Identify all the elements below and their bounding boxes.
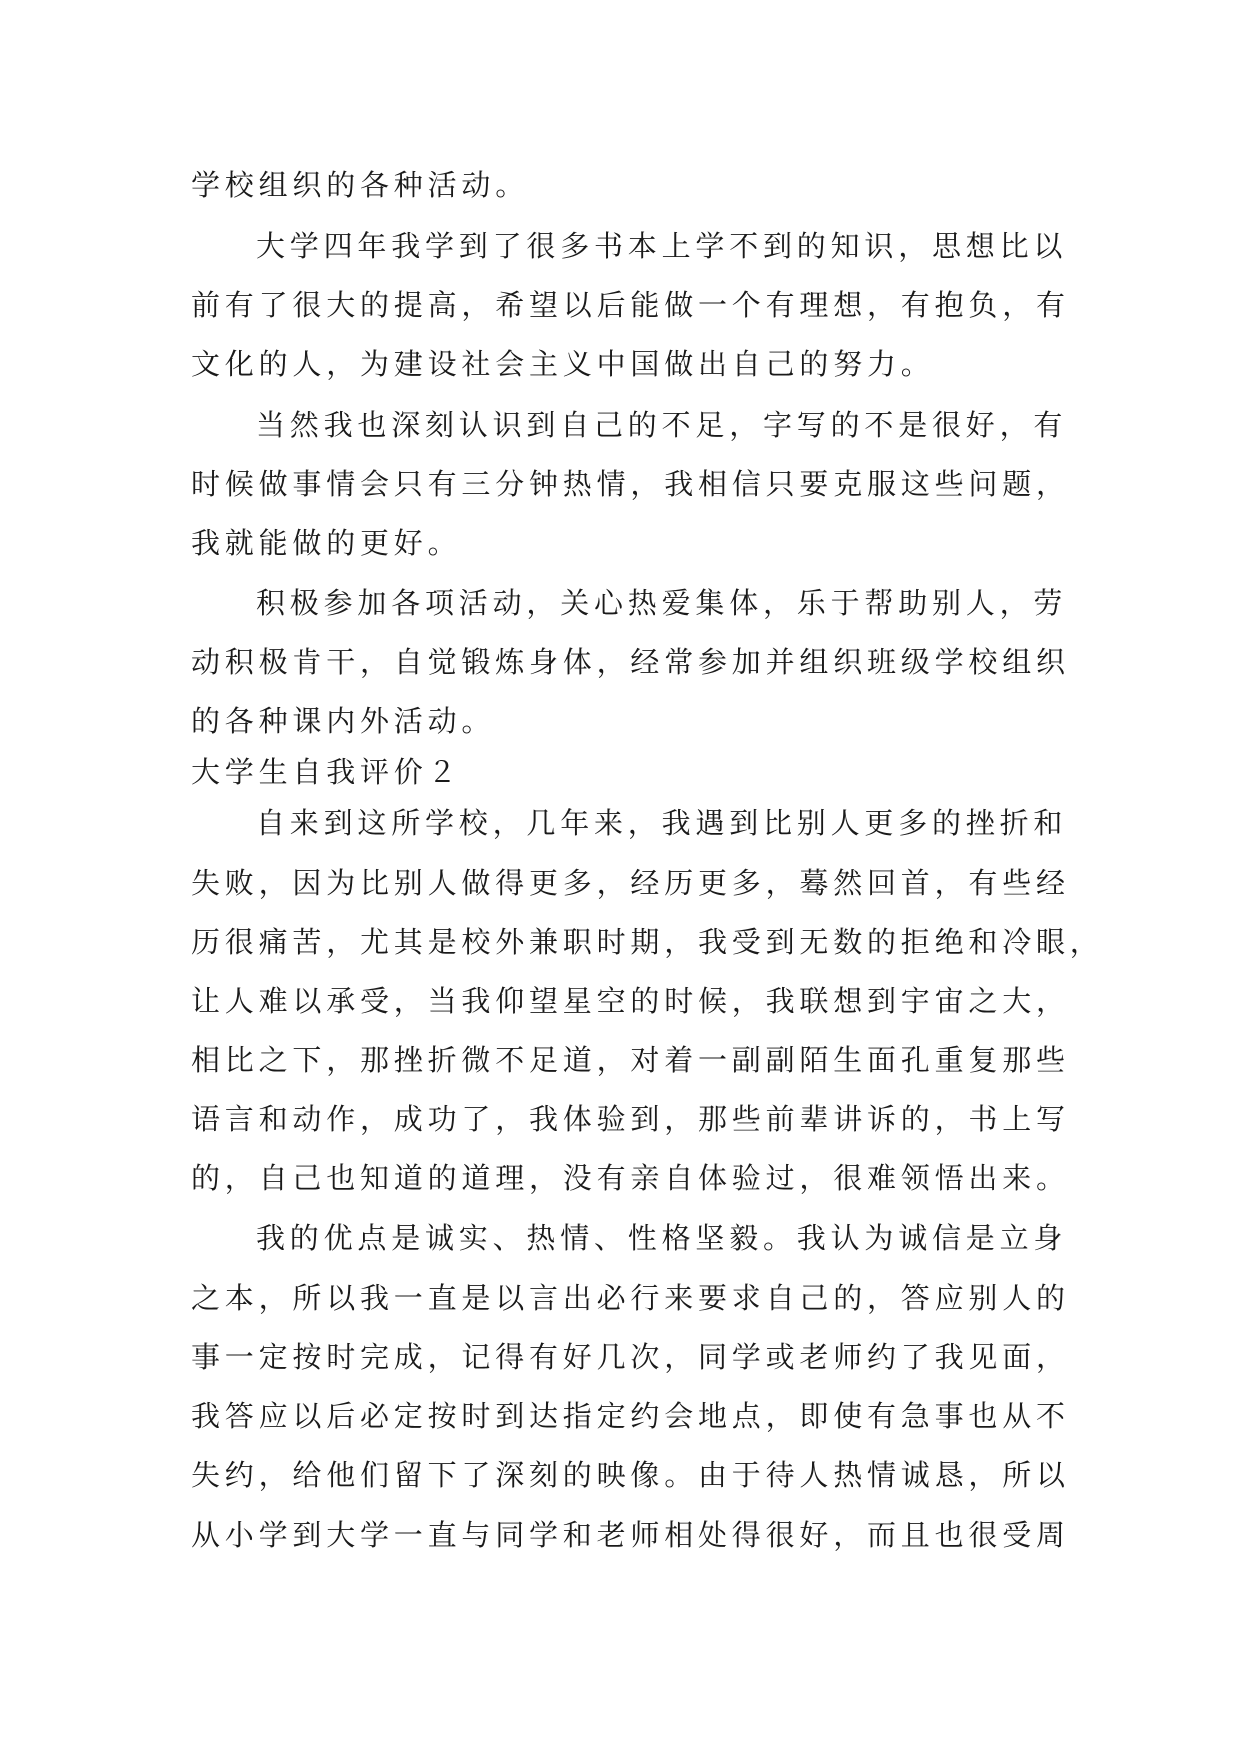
text-line: 从小学到大学一直与同学和老师相处得很好，而且也很受周 [191, 1518, 1070, 1552]
paragraph-first-line: 当然我也深刻认识到自己的不足，字写的不是很好，有 [256, 408, 1068, 442]
text-line: 相比之下，那挫折微不足道，对着一副副陌生面孔重复那些 [191, 1043, 1070, 1077]
paragraph-first-line: 我的优点是诚实、热情、性格坚毅。我认为诚信是立身 [256, 1221, 1068, 1255]
text-line: 事一定按时完成，记得有好几次，同学或老师约了我见面， [191, 1340, 1070, 1374]
text-line: 我答应以后必定按时到达指定约会地点，即使有急事也从不 [191, 1399, 1070, 1433]
text-line: 失败，因为比别人做得更多，经历更多，蓦然回首，有些经 [191, 866, 1070, 900]
text-line: 让人难以承受，当我仰望星空的时候，我联想到宇宙之大， [191, 984, 1070, 1018]
text-line: 的，自己也知道的道理，没有亲自体验过，很难领悟出来。 [191, 1161, 1070, 1195]
text-line: 我就能做的更好。 [191, 526, 462, 560]
paragraph-first-line: 大学四年我学到了很多书本上学不到的知识，思想比以 [256, 229, 1068, 263]
text-line: 失约，给他们留下了深刻的映像。由于待人热情诚恳，所以 [191, 1458, 1070, 1492]
text-line: 历很痛苦，尤其是校外兼职时期，我受到无数的拒绝和冷眼， [191, 925, 1104, 959]
text-line: 的各种课内外活动。 [191, 704, 496, 738]
text-line: 文化的人，为建设社会主义中国做出自己的努力。 [191, 347, 935, 381]
text-line: 语言和动作，成功了，我体验到，那些前辈讲诉的，书上写 [191, 1102, 1070, 1136]
paragraph-first-line: 积极参加各项活动，关心热爱集体，乐于帮助别人，劳 [256, 586, 1068, 620]
text-line: 之本，所以我一直是以言出必行来要求自己的，答应别人的 [191, 1281, 1070, 1315]
paragraph-first-line: 自来到这所学校，几年来，我遇到比别人更多的挫折和 [256, 806, 1068, 840]
text-line: 时候做事情会只有三分钟热情，我相信只要克服这些问题， [191, 467, 1070, 501]
section-heading: 大学生自我评价２ [191, 755, 462, 789]
text-line: 动积极肯干，自觉锻炼身体，经常参加并组织班级学校组织 [191, 645, 1070, 679]
text-line: 前有了很大的提高，希望以后能做一个有理想，有抱负，有 [191, 288, 1070, 322]
text-line: 学校组织的各种活动。 [191, 168, 530, 202]
